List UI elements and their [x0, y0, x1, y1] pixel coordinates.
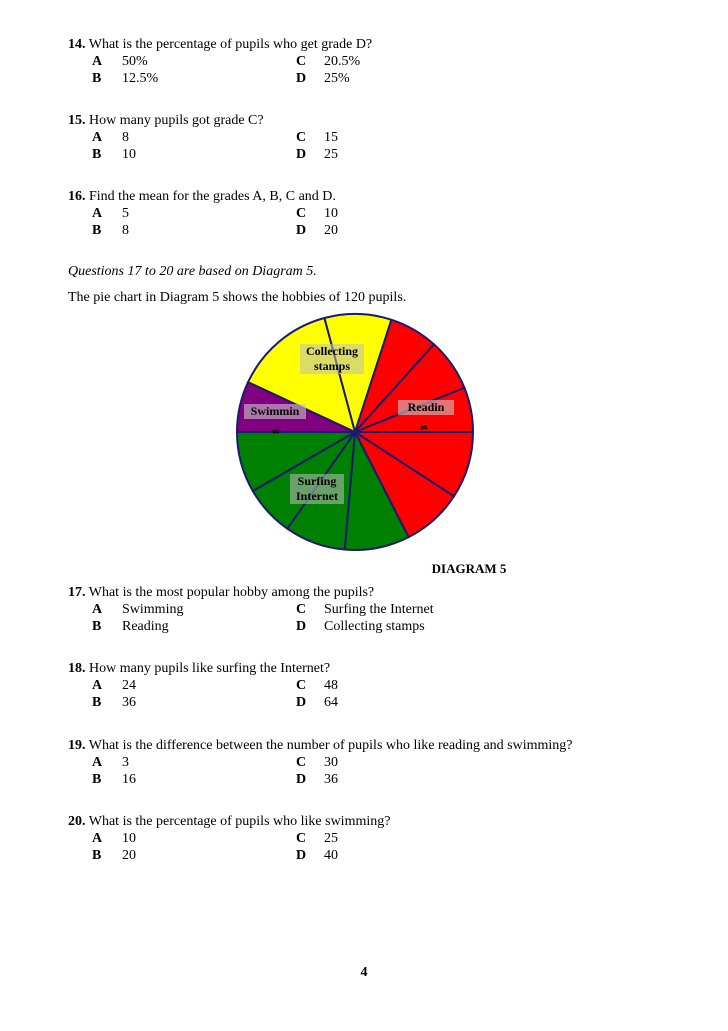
option-text: 24 — [122, 678, 136, 693]
page-number: 4 — [360, 965, 368, 980]
question-15 — [68, 112, 688, 163]
option-letter: D — [296, 772, 307, 787]
option-letter: D — [296, 848, 307, 863]
option-text: 8 — [122, 223, 129, 238]
question-16 — [68, 188, 688, 239]
option-text: 8 — [122, 130, 129, 145]
question-text: How many pupils got grade C? — [89, 113, 264, 128]
option-letter: C — [296, 54, 307, 69]
label-swimming-g: g — [272, 429, 283, 434]
option-letter: D — [296, 147, 307, 162]
label-collecting-stamps — [300, 344, 364, 374]
option-letter: D — [296, 619, 307, 634]
label-line: stamps — [313, 359, 350, 373]
question-number: 18. — [68, 661, 86, 676]
option-letter: B — [92, 619, 102, 634]
option-letter: A — [92, 54, 103, 69]
label-line: Collecting — [306, 344, 358, 358]
option-letter: C — [296, 206, 307, 221]
question-text: Find the mean for the grades A, B, C and D. — [89, 189, 336, 204]
option-text: 36 — [324, 772, 338, 787]
question-text: What is the percentage of pupils who get grade D? — [88, 37, 373, 52]
label-surfing-internet — [290, 474, 344, 504]
option-text: Reading — [122, 619, 169, 634]
question-number: 19. — [68, 738, 86, 753]
option-letter: B — [92, 772, 102, 787]
question-19 — [68, 737, 688, 788]
diagram-caption: DIAGRAM 5 — [431, 561, 507, 576]
question-text: What is the percentage of pupils who like swimming? — [88, 814, 391, 829]
pie-description: The pie chart in Diagram 5 shows the hobbies of 120 pupils. — [68, 290, 407, 305]
option-text: 20 — [324, 223, 338, 238]
option-text: 25% — [324, 71, 350, 86]
label-reading-g: g — [420, 425, 431, 430]
option-text: Collecting stamps — [324, 619, 425, 634]
question-17 — [68, 584, 688, 635]
option-text: 10 — [122, 147, 136, 162]
option-text: 3 — [122, 755, 129, 770]
option-text: 20 — [122, 848, 136, 863]
option-text: 64 — [324, 695, 338, 710]
question-number: 15. — [68, 113, 86, 128]
option-letter: D — [296, 71, 307, 86]
option-letter: B — [92, 695, 102, 710]
option-letter: A — [92, 678, 103, 693]
option-letter: B — [92, 848, 102, 863]
question-number: 14. — [68, 37, 86, 52]
option-letter: B — [92, 223, 102, 238]
question-20 — [68, 813, 688, 864]
option-text: 10 — [324, 206, 338, 221]
option-text: 15 — [324, 130, 338, 145]
option-letter: B — [92, 71, 102, 86]
question-18 — [68, 660, 688, 711]
option-letter: C — [296, 678, 307, 693]
label-reading: Readin — [398, 400, 454, 415]
option-letter: A — [92, 755, 103, 770]
question-text: What is the most popular hobby among the pupils? — [88, 585, 375, 600]
question-number: 20. — [68, 814, 86, 829]
option-text: 48 — [324, 678, 338, 693]
option-letter: D — [296, 223, 307, 238]
option-letter: A — [92, 831, 103, 846]
label-line: Internet — [296, 489, 338, 503]
option-text: Swimming — [122, 602, 184, 617]
question-text: How many pupils like surfing the Internet? — [89, 661, 331, 676]
label-line: Surfing — [297, 474, 337, 488]
option-letter: C — [296, 130, 307, 145]
option-text: 30 — [324, 755, 338, 770]
pie-chart — [230, 310, 480, 555]
question-text: What is the difference between the number of pupils who like reading and swimming? — [88, 738, 573, 753]
option-text: 25 — [324, 831, 338, 846]
option-text: 16 — [122, 772, 136, 787]
option-letter: A — [92, 130, 103, 145]
option-letter: A — [92, 602, 103, 617]
option-letter: C — [296, 755, 307, 770]
option-text: 50% — [122, 54, 148, 69]
option-text: 10 — [122, 831, 136, 846]
option-letter: A — [92, 206, 103, 221]
option-text: 36 — [122, 695, 136, 710]
option-text: Surfing the Internet — [324, 602, 434, 617]
option-text: 40 — [324, 848, 338, 863]
option-text: 25 — [324, 147, 338, 162]
option-text: 5 — [122, 206, 129, 221]
option-letter: C — [296, 831, 307, 846]
question-number: 17. — [68, 585, 86, 600]
question-number: 16. — [68, 189, 86, 204]
option-text: 20.5% — [324, 54, 361, 69]
label-swimming: Swimmin — [244, 404, 306, 419]
question-14 — [68, 36, 688, 87]
option-letter: C — [296, 602, 307, 617]
option-letter: B — [92, 147, 102, 162]
questions-intro: Questions 17 to 20 are based on Diagram 5. — [68, 264, 317, 279]
option-letter: D — [296, 695, 307, 710]
option-text: 12.5% — [122, 71, 159, 86]
